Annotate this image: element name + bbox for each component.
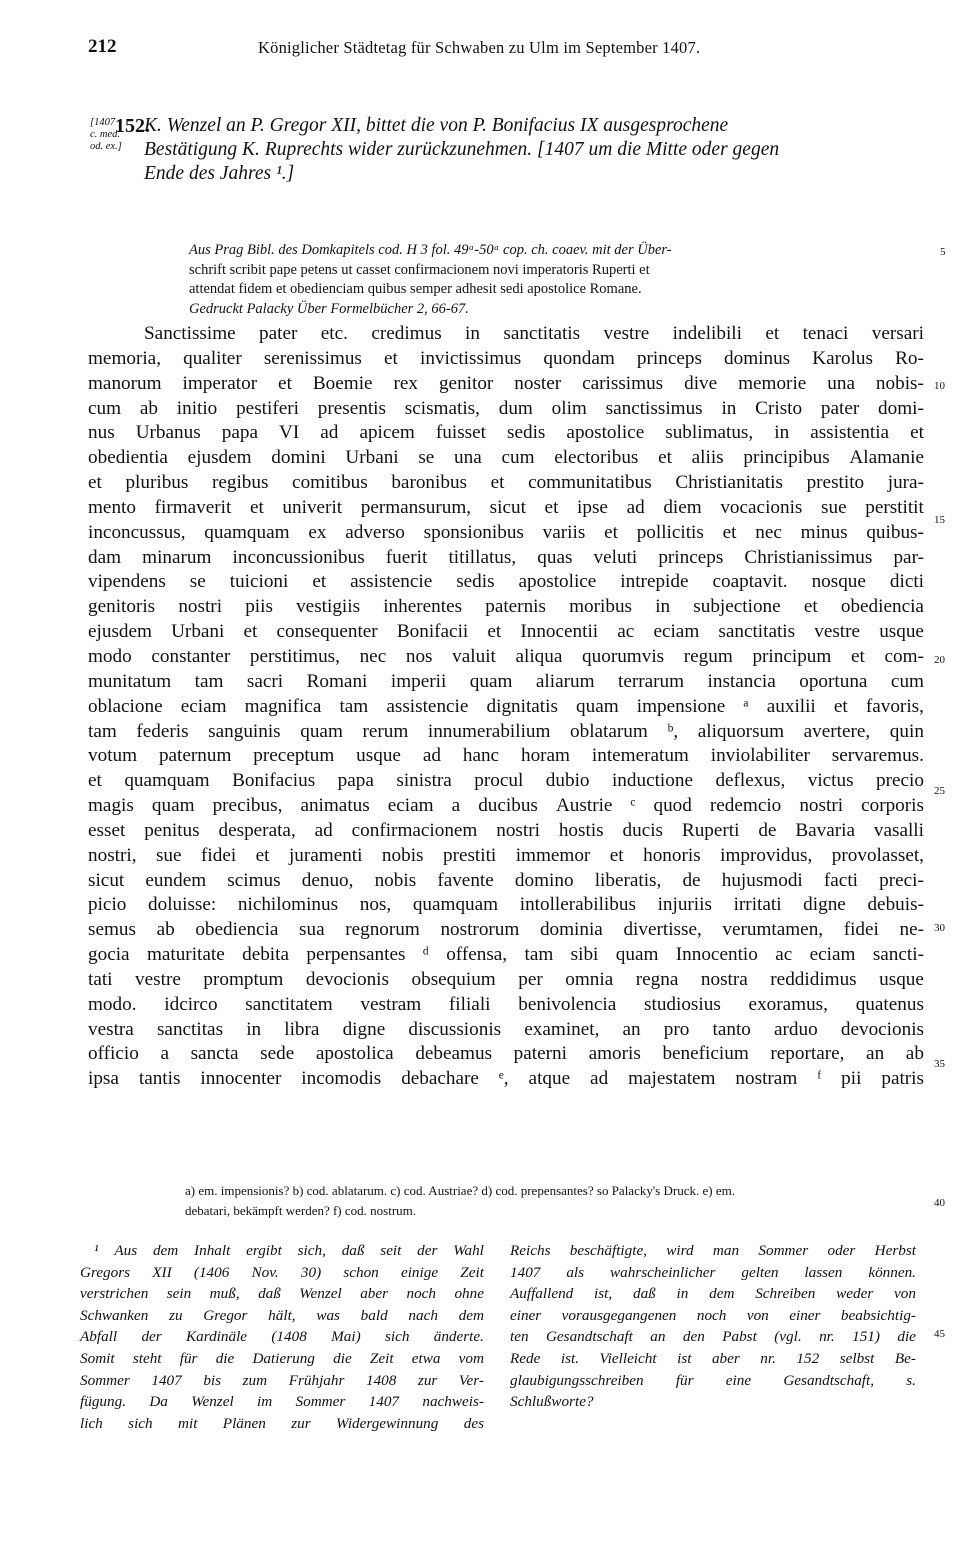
line-number: 5 xyxy=(940,246,946,258)
body-line: officio a sancta sede apostolica debeamus paterni amoris beneficium reportare, an ab xyxy=(88,1043,924,1065)
body-line: memoria, qualiter serenissimus et invictissimus quondam princeps dominus Karolus Ro- xyxy=(88,347,924,369)
source-line: schrift scribit pape petens ut casset confirmacionem novi imperatoris Ruperti et xyxy=(189,261,650,278)
body-line: modo. idcirco sanctitatem vestram filiali benivolencia studiosius exoramus, quatenus xyxy=(88,993,924,1015)
letter-body xyxy=(88,322,924,1092)
body-line: et pluribus regibus comitibus baronibus et communitatibus Christianitatis prestito jura- xyxy=(88,472,924,494)
body-line: et quamquam Bonifacius papa sinistra procul dubio inductione deflexus, victus precio xyxy=(88,770,924,792)
body-line: mento firmaverit et univerit permansurum, sicut et ipse ad diem vocacionis sue perstitit xyxy=(88,496,924,518)
body-line: munitatum tam sacri Romani imperii quam aliarum terrarum instancia oportuna cum xyxy=(88,670,924,692)
body-line: tati vestre promptum devocionis obsequium per omnia regna nostra reddidimus usque xyxy=(88,968,924,990)
regest-line: Ende des Jahres ¹.] xyxy=(144,163,295,184)
footnote-line: Rede ist. Vielleicht ist aber nr. 152 selbst Be- xyxy=(510,1349,916,1367)
footnote-line: ten Gesandtschaft an den Pabst (vgl. nr. 151) die xyxy=(510,1328,916,1346)
body-line: semus ab obediencia sua regnorum nostrorum dominia divertisse, verumtamen, fidei ne- xyxy=(88,919,924,941)
apparatus-line: debatari, bekämpft werden? f) cod. nostrum. xyxy=(185,1203,417,1218)
body-line: picio doluisse: nichilominus nos, quamquam intollerabilibus injuriis irritati digne debuis- xyxy=(88,894,924,916)
body-line: vestra sanctitas in libra digne discussionis examinet, an pro tanto arduo devocionis xyxy=(88,1018,924,1040)
footnote-line: Gregors XII (1406 Nov. 30) schon einige Zeit xyxy=(80,1263,484,1281)
critical-apparatus xyxy=(185,1181,925,1221)
footnote-line: glaubigungsschreiben für eine Gesandtschaft, s. xyxy=(510,1371,916,1389)
line-number: 35 xyxy=(934,1058,945,1070)
body-line: esset penitus desperata, ad confirmacionem nostri hostis ducis Ruperti de Bavaria vasalli xyxy=(88,819,924,841)
source-line: Aus Prag Bibl. des Domkapitels cod. H 3 fol. 49ᵃ-50ᵃ cop. ch. coaev. mit der Über- xyxy=(189,242,672,258)
body-line: cum ab initio pestiferi presentis scismatis, dum olim sanctissimus in Cristo pater domi- xyxy=(88,397,924,419)
source-line: attendat fidem et obedienciam quibus semper adhesit sedi apostolice Romane. xyxy=(189,281,642,297)
line-number: 45 xyxy=(934,1328,945,1340)
line-number: 10 xyxy=(934,380,945,392)
body-line: nostri, sue fidei et juramenti nobis prestiti immemor et honoris improvidus, provolasset, xyxy=(88,844,924,866)
margin-note-line: [1407 xyxy=(90,117,116,128)
line-number: 15 xyxy=(934,514,945,526)
footnote-line: einer vorausgegangenen noch von einer beabsichtig- xyxy=(510,1306,916,1324)
line-number: 30 xyxy=(934,922,945,934)
document-number: 152. xyxy=(115,115,150,137)
footnote-right-column xyxy=(510,1240,916,1413)
body-line: magis quam precibus, animatus eciam a ducibus Austrie ᶜ quod redemcio nostri corporis xyxy=(88,795,924,817)
body-line: inconcussus, quamquam ex adverso sponsionibus variis et pollicitis et nec minus quibus- xyxy=(88,521,924,543)
document-regest xyxy=(144,114,924,186)
body-line: votum paternum preceptum usque ad hanc horam intemeratum inviolabiliter servaremus. xyxy=(88,745,924,767)
line-number: 25 xyxy=(934,785,945,797)
body-line: ipsa tantis innocenter incomodis debachare ᵉ, atque ad majestatem nostram ᶠ pii patris xyxy=(88,1068,924,1090)
footnote-line: lich sich mit Plänen zur Widergewinnung des xyxy=(80,1414,484,1432)
body-line: tam federis sanguinis quam rerum innumerabilium oblatarum ᵇ, aliquorsum avertere, quin xyxy=(88,720,924,742)
body-line: vipendens se tuicioni et assistencie sedis apostolice intrepide coaptavit. nosque dicti xyxy=(88,571,924,593)
footnote-line: fügung. Da Wenzel im Sommer 1407 nachweis- xyxy=(80,1393,484,1411)
line-number: 40 xyxy=(934,1197,945,1209)
body-line: obedientia ejusdem domini Urbani se una cum electoribus et aliis principibus Alamanie xyxy=(88,447,924,469)
source-line: Gedruckt Palacky Über Formelbücher 2, 66-67. xyxy=(189,300,469,317)
body-line: sicut eundem scimus denuo, nobis favente domino liberatis, de hujusmodi facti preci- xyxy=(88,869,924,891)
body-line: manorum imperator et Boemie rex genitor noster carissimus dive memorie una nobis- xyxy=(88,372,924,394)
footnote-line: 1407 als wahrscheinlicher gelten lassen können. xyxy=(510,1263,916,1281)
regest-line: K. Wenzel an P. Gregor XII, bittet die von P. Bonifacius IX ausgesprochene xyxy=(144,115,729,136)
apparatus-line: a) em. impensionis? b) cod. ablatarum. c) cod. Austriae? d) cod. prepensantes? so Palacky's Druck. e) em. xyxy=(185,1183,735,1198)
body-line: ejusdem Urbani et consequenter Bonifacii et Innocentii ac eciam sanctitatis vestre usque xyxy=(88,621,924,643)
body-line: genitoris nostri piis vestigiis inherentes paternis moribus in subjectione et obediencia xyxy=(88,596,924,618)
footnote-line: Schlußworte? xyxy=(510,1393,594,1411)
body-line: nus Urbanus papa VI ad apicem fuisset sedis apostolice sublimatus, in assistentia et xyxy=(88,422,924,444)
footnote-line: Reichs beschäftigte, wird man Sommer oder Herbst xyxy=(510,1242,916,1259)
source-description xyxy=(189,241,924,319)
footnote-line: ¹ Aus dem Inhalt ergibt sich, daß seit der Wahl xyxy=(94,1242,484,1259)
footnote-line: Auffallend ist, daß in dem Schreiben weder von xyxy=(510,1285,916,1303)
body-line: oblacione eciam magnifica tam assistencie dignitatis quam impensione ᵃ auxilii et favoris, xyxy=(88,695,924,717)
footnote-left-column xyxy=(80,1240,484,1434)
footnote-line: Somit steht für die Datierung die Zeit etwa vom xyxy=(80,1349,484,1367)
footnote-line: Schwanken zu Gregor hält, was bald nach dem xyxy=(80,1306,484,1324)
page-number: 212 xyxy=(88,36,117,57)
body-line: dam minarum inconcussionibus fuerit titillatus, quas veluti princeps Christianissimus par- xyxy=(88,546,924,568)
page-header xyxy=(0,36,960,60)
body-line: modo constanter perstitimus, nec nos valuit aliqua quorumvis regum principum et com- xyxy=(88,645,924,667)
body-line: Sanctissime pater etc. credimus in sanctitatis vestre indelibili et tenaci versari xyxy=(144,323,924,344)
footnote-line: Sommer 1407 bis zum Frühjahr 1408 zur Ver- xyxy=(80,1371,484,1389)
running-title: Königlicher Städtetag für Schwaben zu Ulm im September 1407. xyxy=(258,38,701,57)
footnote-line: Abfall der Kardinäle (1408 Mai) sich änderte. xyxy=(80,1328,484,1346)
body-line: gocia maturitate debita perpensantes ᵈ offensa, tam sibi quam Innocentio ac eciam sancti- xyxy=(88,944,924,966)
footnote-line: verstrichen sein muß, daß Wenzel aber noch ohne xyxy=(80,1285,484,1303)
margin-note-line: od. ex.] xyxy=(90,141,122,152)
line-number: 20 xyxy=(934,654,945,666)
margin-note-line: c. med. xyxy=(90,129,121,140)
regest-line: Bestätigung K. Ruprechts wider zurückzunehmen. [1407 um die Mitte oder gegen xyxy=(144,139,780,160)
